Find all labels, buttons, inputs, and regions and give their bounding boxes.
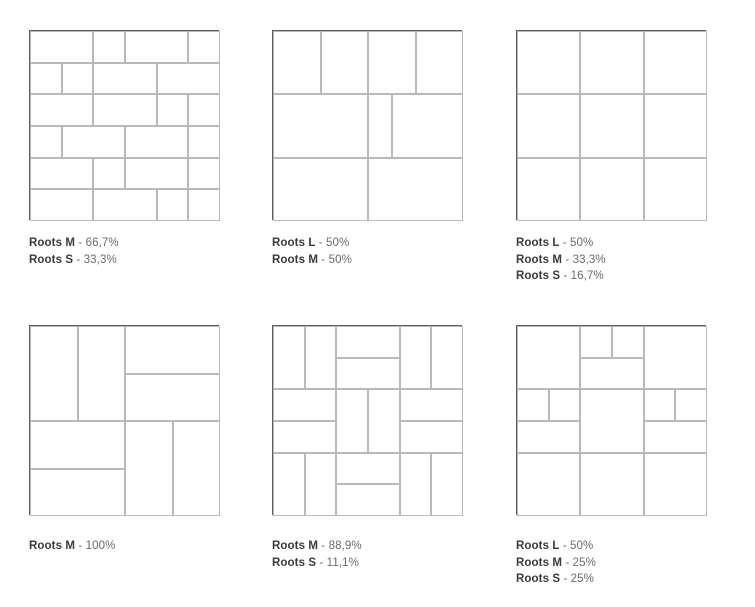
tile-unit <box>188 158 220 190</box>
pattern-diagram <box>516 325 706 515</box>
tile-unit <box>400 389 463 421</box>
legend-row <box>516 555 596 572</box>
tile-unit <box>273 158 368 221</box>
pattern-legend <box>516 538 596 588</box>
legend-item-name: Roots M <box>516 556 563 569</box>
tile-unit <box>549 389 581 421</box>
tile-unit <box>62 63 94 95</box>
legend-item-name: Roots S <box>272 556 317 569</box>
tile-unit <box>336 326 399 358</box>
tile-unit <box>93 158 125 190</box>
tile-unit <box>273 326 305 389</box>
tile-unit <box>157 94 189 126</box>
legend-row <box>516 252 606 269</box>
tile-unit <box>416 31 464 94</box>
tile-unit <box>125 326 220 374</box>
tile-unit <box>580 158 643 221</box>
legend-item-name: Roots L <box>272 237 316 249</box>
legend-item-name: Roots S <box>29 253 74 266</box>
tile-unit <box>188 126 220 158</box>
tile-unit <box>188 94 220 126</box>
tile-unit <box>273 389 336 421</box>
legend-item-value: - 33,3% <box>76 253 117 266</box>
tile-unit <box>580 358 643 390</box>
legend-row <box>29 538 115 555</box>
legend-item-value: - 66,7% <box>78 237 119 249</box>
tile-unit <box>517 158 580 221</box>
legend-item-name: Roots S <box>516 573 561 585</box>
pattern-legend <box>272 235 352 268</box>
tile-unit <box>305 453 337 516</box>
tile-unit <box>431 453 463 516</box>
tile-unit <box>188 189 220 221</box>
tile-unit <box>517 453 580 516</box>
legend-row <box>272 235 352 252</box>
tile-unit <box>336 453 399 485</box>
tile-unit <box>93 31 125 63</box>
tile-unit <box>125 374 220 422</box>
tile-unit <box>368 389 400 452</box>
legend-row <box>272 538 362 555</box>
tile-unit <box>644 453 707 516</box>
tile-unit <box>336 389 368 452</box>
tile-unit <box>273 94 368 157</box>
tile-unit <box>273 421 336 453</box>
tile-unit <box>675 389 707 421</box>
tile-unit <box>580 94 643 157</box>
legend-item-value: - 33,3% <box>565 253 606 266</box>
tile-unit <box>78 326 126 421</box>
tile-unit <box>30 158 93 190</box>
tile-unit <box>517 389 549 421</box>
legend-item-name: Roots L <box>516 237 560 249</box>
legend-row <box>516 235 606 252</box>
tile-unit <box>400 421 463 453</box>
pattern-diagram <box>516 30 706 220</box>
legend-item-value: - 88,9% <box>321 540 362 552</box>
tile-unit <box>30 326 78 421</box>
tile-unit <box>400 326 432 389</box>
tile-unit <box>30 63 62 95</box>
tile-unit <box>30 421 125 469</box>
tile-unit <box>157 189 189 221</box>
tile-unit <box>30 189 93 221</box>
legend-item-value: - 25% <box>563 573 594 585</box>
tile-unit <box>125 158 188 190</box>
legend-item-name: Roots M <box>29 237 76 249</box>
legend-row <box>516 268 606 285</box>
tile-unit <box>368 31 416 94</box>
tile-unit <box>93 63 156 95</box>
legend-item-value: - 25% <box>565 556 596 569</box>
tile-unit <box>30 94 93 126</box>
tile-unit <box>580 453 643 516</box>
pattern-diagram <box>29 30 219 220</box>
pattern-diagram <box>29 325 219 515</box>
pattern-legend <box>516 235 606 285</box>
tile-unit <box>173 421 221 516</box>
tile-unit <box>644 94 707 157</box>
pattern-legend <box>29 538 115 555</box>
pattern-diagram <box>272 325 462 515</box>
tile-unit <box>644 421 707 453</box>
legend-row <box>516 538 596 555</box>
tile-unit <box>644 31 707 94</box>
tile-unit <box>30 126 62 158</box>
legend-item-value: - 50% <box>321 253 352 266</box>
legend-row <box>272 252 352 269</box>
legend-item-value: - 100% <box>78 540 116 552</box>
legend-item-name: Roots M <box>272 540 319 552</box>
pattern-diagram <box>272 30 462 220</box>
tile-unit <box>517 94 580 157</box>
legend-item-value: - 50% <box>562 237 594 249</box>
tile-unit <box>125 126 188 158</box>
tile-unit <box>273 453 305 516</box>
tile-unit <box>157 63 220 95</box>
legend-item-value: - 16,7% <box>563 270 604 282</box>
legend-item-value: - 11,1% <box>319 556 359 569</box>
tile-unit <box>644 326 707 389</box>
tile-unit <box>62 126 125 158</box>
tile-unit <box>517 421 580 453</box>
tile-unit <box>30 31 93 63</box>
tile-unit <box>273 31 321 94</box>
tile-unit <box>321 31 369 94</box>
legend-item-name: Roots M <box>29 540 76 552</box>
legend-item-name: Roots S <box>516 270 561 282</box>
tile-unit <box>644 389 676 421</box>
tile-unit <box>517 326 580 389</box>
legend-item-value: - 50% <box>562 540 594 552</box>
tile-unit <box>580 326 612 358</box>
legend-item-name: Roots M <box>272 253 319 266</box>
legend-item-name: Roots L <box>516 540 560 552</box>
tile-unit <box>336 358 399 390</box>
legend-item-value: - 50% <box>318 237 350 249</box>
tile-unit <box>431 326 463 389</box>
legend-item-name: Roots M <box>516 253 563 266</box>
tile-unit <box>400 453 432 516</box>
tile-unit <box>125 421 173 516</box>
legend-row <box>29 235 119 252</box>
tile-unit <box>517 31 580 94</box>
tile-unit <box>305 326 337 389</box>
tile-unit <box>188 31 220 63</box>
tile-unit <box>125 31 188 63</box>
tile-unit <box>368 94 392 157</box>
legend-row <box>272 555 362 572</box>
tile-unit <box>580 389 643 452</box>
tile-unit <box>580 31 643 94</box>
pattern-legend <box>29 235 119 268</box>
tile-unit <box>30 469 125 517</box>
tile-unit <box>93 94 156 126</box>
tile-unit <box>392 94 463 157</box>
tile-unit <box>93 189 156 221</box>
tile-unit <box>612 326 644 358</box>
tile-unit <box>336 484 399 516</box>
legend-row <box>516 571 596 588</box>
legend-row <box>29 252 119 269</box>
tile-unit <box>644 158 707 221</box>
pattern-legend <box>272 538 362 571</box>
tile-unit <box>368 158 463 221</box>
